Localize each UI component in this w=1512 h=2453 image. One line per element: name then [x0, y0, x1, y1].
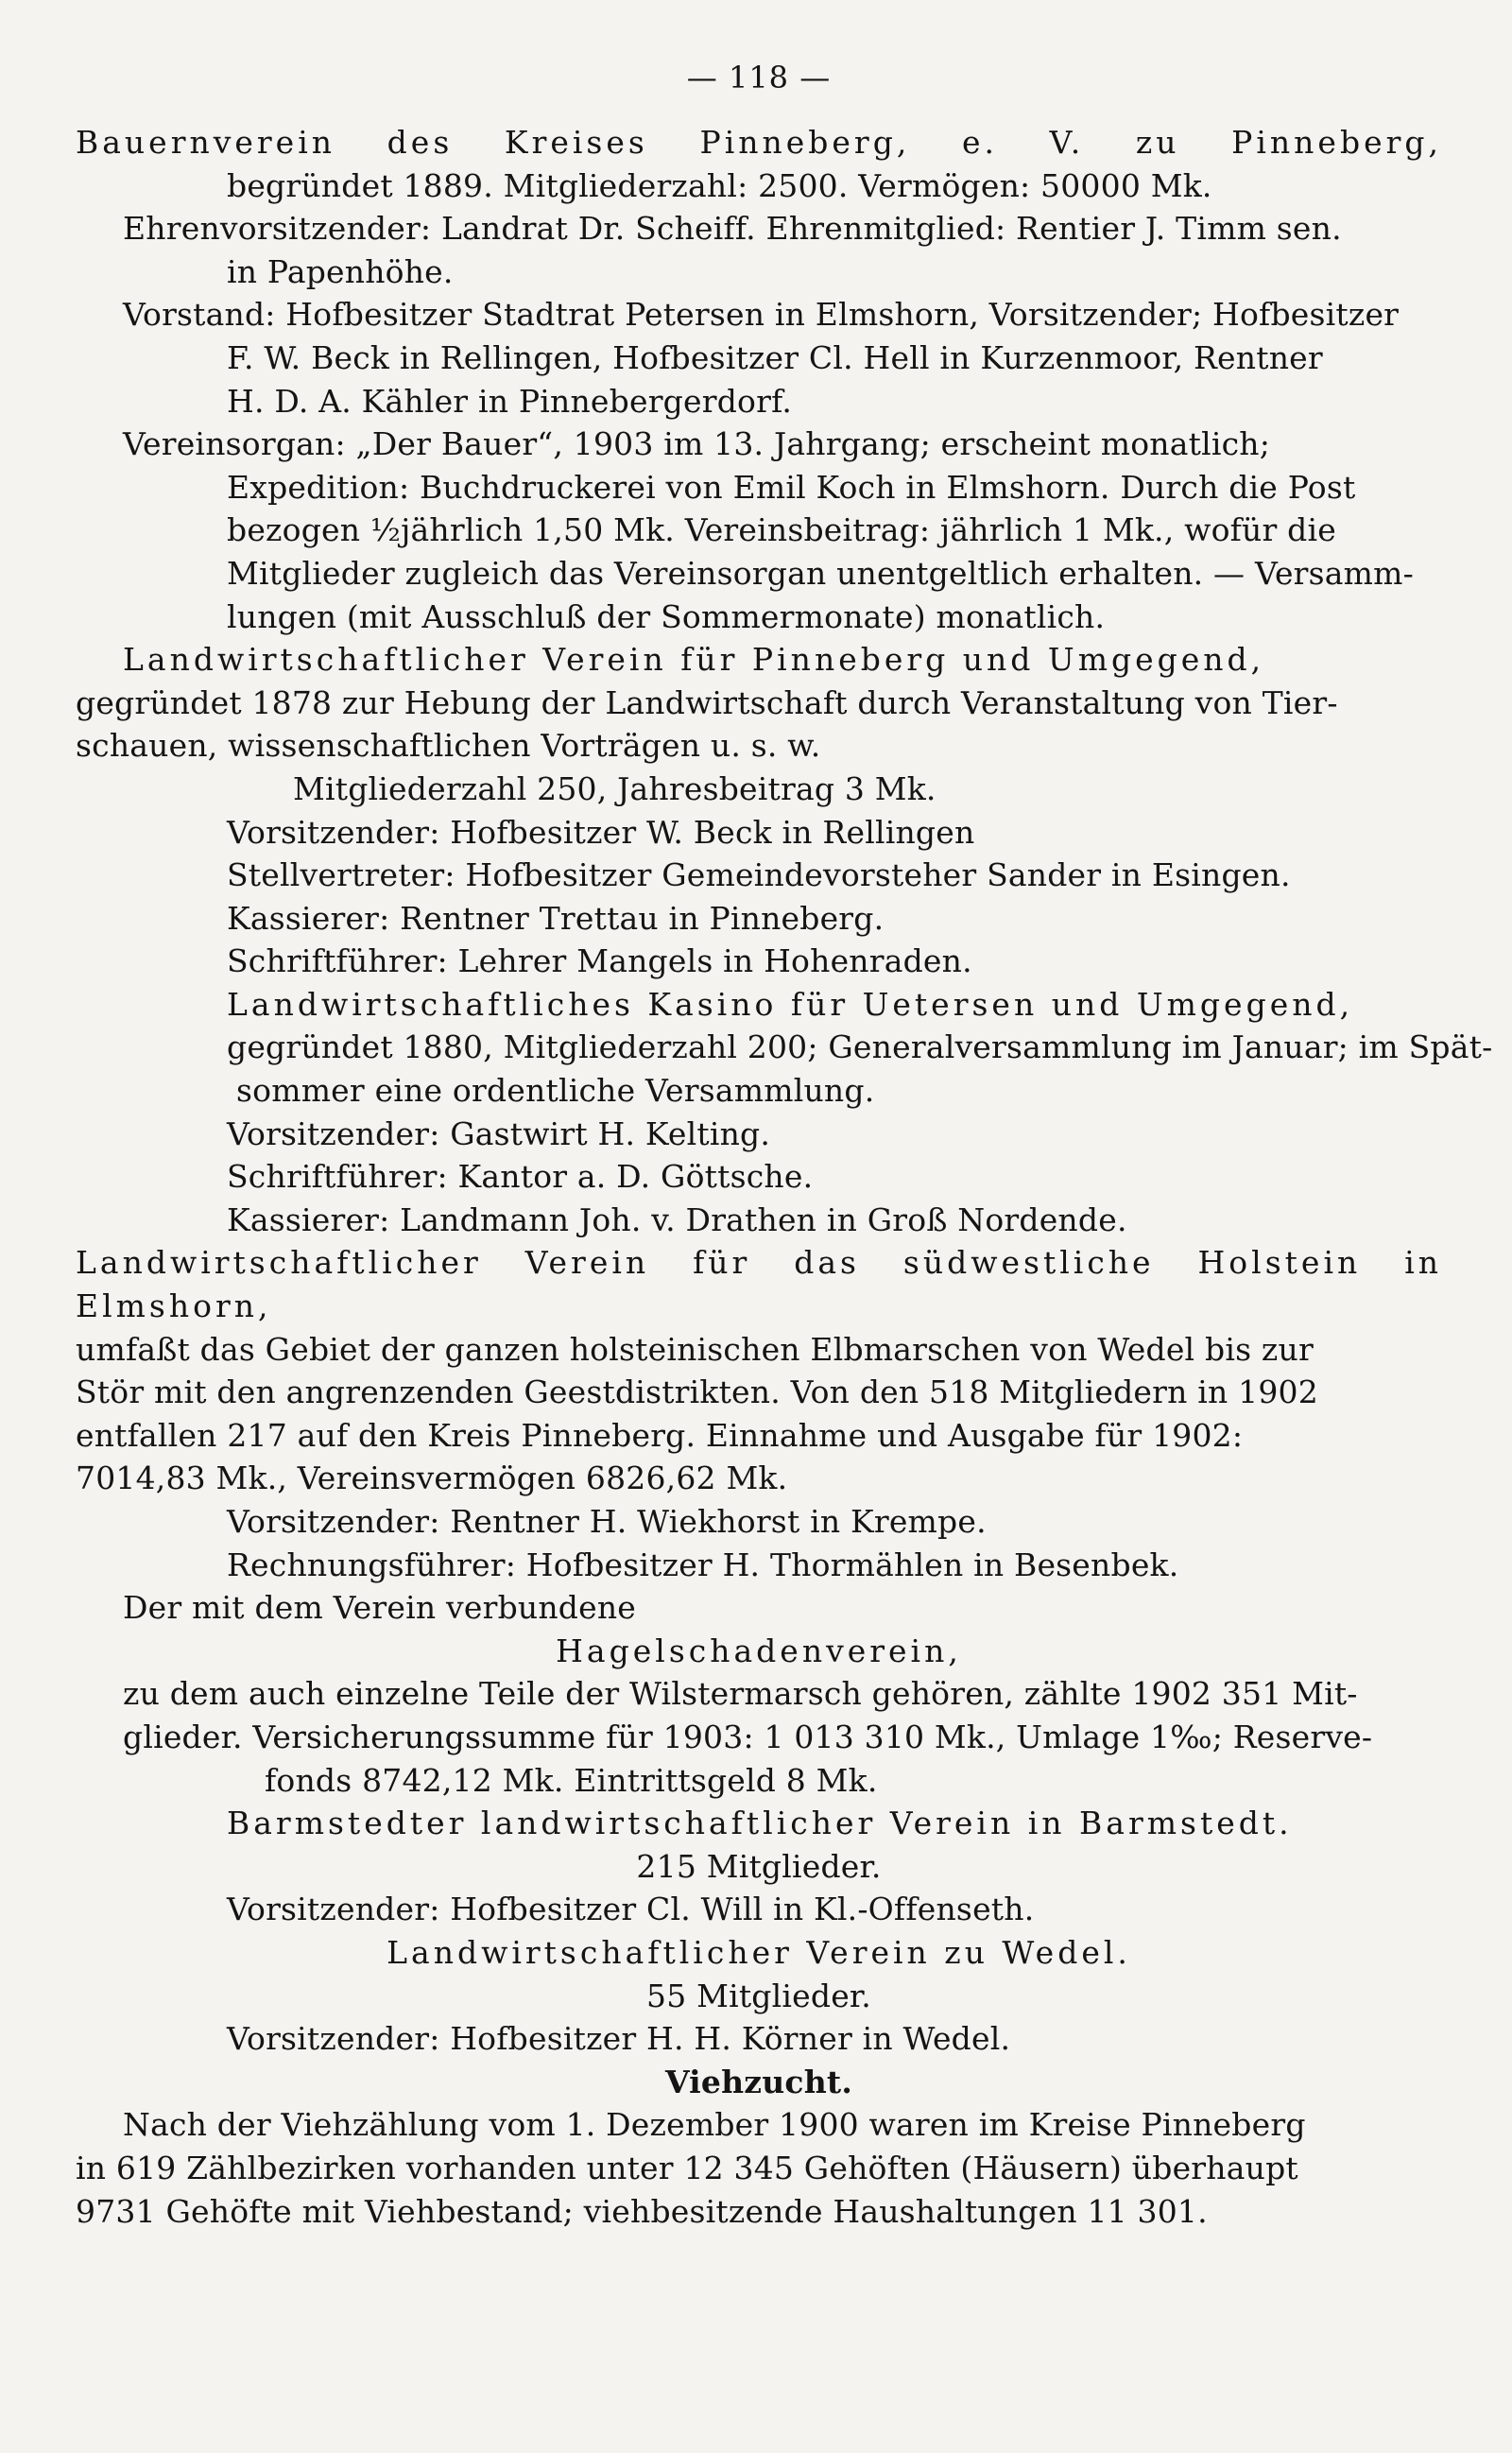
text-line: Kassierer: Rentner Trettau in Pinneberg.: [227, 899, 885, 937]
text-line: bezogen ½jährlich 1,50 Mk. Vereinsbeitrag: jährlich 1 Mk., wofür die: [227, 511, 1336, 549]
section-heading: Landwirtschaftlicher Verein für das südwestliche Holstein in Elmshorn,: [76, 1244, 1442, 1325]
text-line: zu dem auch einzelne Teile der Wilstermarsch gehören, zählte 1902 351 Mit-: [123, 1675, 1358, 1713]
text-line: glieder. Versicherungssumme für 1903: 1 013 310 Mk., Umlage 1‰; Reserve-: [123, 1718, 1373, 1755]
section-1: [76, 638, 1442, 983]
text-line: Ehrenvorsitzender: Landrat Dr. Scheiff. Ehrenmitglied: Rentier J. Timm sen.: [123, 210, 1342, 248]
text-line: Nach der Viehzählung vom 1. Dezember 1900 waren im Kreise Pinneberg: [123, 2106, 1306, 2144]
text-line: umfaßt das Gebiet der ganzen holsteinischen Elbmarschen von Wedel bis zur: [76, 1330, 1314, 1368]
text-line: Schriftführer: Kantor a. D. Göttsche.: [227, 1158, 814, 1196]
text-line: Schriftführer: Lehrer Mangels in Hohenraden.: [227, 942, 972, 980]
section-0: [76, 121, 1442, 638]
text-line: F. W. Beck in Rellingen, Hofbesitzer Cl. Hell in Kurzenmoor, Rentner: [227, 338, 1323, 376]
text-line: Der mit dem Verein verbundene: [123, 1589, 637, 1627]
text-line: gegründet 1880, Mitgliederzahl 200; Generalversammlung im Januar; im Spät-: [227, 1028, 1493, 1066]
text-line: 9731 Gehöfte mit Viehbestand; viehbesitzende Haushaltungen 11 301.: [76, 2192, 1208, 2230]
text-line: gegründet 1878 zur Hebung der Landwirtschaft durch Veranstaltung von Tier-: [76, 683, 1338, 721]
page-content: [76, 121, 1493, 2233]
text-line: entfallen 217 auf den Kreis Pinneberg. Einnahme und Ausgabe für 1902:: [76, 1416, 1244, 1454]
text-line: Vorsitzender: Gastwirt H. Kelting.: [227, 1114, 771, 1152]
text-line: Vereinsorgan: „Der Bauer“, 1903 im 13. Jahrgang; erscheint monatlich;: [123, 425, 1271, 463]
text-line: Vorstand: Hofbesitzer Stadtrat Petersen in Elmshorn, Vorsitzender; Hofbesitzer: [123, 296, 1400, 334]
text-line: begründet 1889. Mitgliederzahl: 2500. Vermögen: 50000 Mk.: [227, 166, 1212, 204]
text-line: schauen, wissenschaftlichen Vorträgen u. s. w.: [76, 727, 821, 765]
text-line: sommer eine ordentliche Versammlung.: [236, 1072, 875, 1110]
section-heading: Barmstedter landwirtschaftlicher Verein in Barmstedt.: [227, 1805, 1293, 1842]
text-line: 7014,83 Mk., Vereinsvermögen 6826,62 Mk.: [76, 1460, 788, 1497]
text-line: 215 Mitglieder.: [636, 1847, 882, 1885]
text-line: lungen (mit Ausschluß der Sommermonate) monatlich.: [227, 597, 1106, 635]
text-line: H. D. A. Kähler in Pinnebergerdorf.: [227, 382, 793, 420]
text-line: Stellvertreter: Hofbesitzer Gemeindevorsteher Sander in Esingen.: [227, 856, 1291, 894]
section-4: [76, 1630, 1442, 1802]
section-heading: Viehzucht.: [664, 2063, 853, 2100]
section-heading: Hagelschadenverein,: [556, 1632, 962, 1669]
text-line: 55 Mitglieder.: [646, 1977, 871, 2014]
section-5: [76, 1802, 1442, 1931]
text-line: Mitgliederzahl 250, Jahresbeitrag 3 Mk.: [293, 769, 936, 807]
text-line: Vorsitzender: Hofbesitzer W. Beck in Rellingen: [227, 813, 975, 851]
text-line: Mitglieder zugleich das Vereinsorgan unentgeltlich erhalten. — Versamm-: [227, 554, 1415, 592]
text-line: Expedition: Buchdruckerei von Emil Koch in Elmshorn. Durch die Post: [227, 468, 1356, 506]
text-line: Rechnungsführer: Hofbesitzer H. Thormählen in Besenbek.: [227, 1546, 1179, 1583]
text-line: in Papenhöhe.: [227, 252, 454, 290]
text-line: Vorsitzender: Hofbesitzer H. H. Körner in Wedel.: [227, 2020, 1011, 2058]
text-line: Vorsitzender: Hofbesitzer Cl. Will in Kl.-Offenseth.: [227, 1891, 1035, 1928]
text-line: fonds 8742,12 Mk. Eintrittsgeld 8 Mk.: [265, 1761, 878, 1799]
text-line: Stör mit den angrenzenden Geestdistrikten. Von den 518 Mitgliedern in 1902: [76, 1373, 1318, 1411]
section-heading: Landwirtschaftlicher Verein für Pinneberg und Umgegend,: [123, 641, 1265, 679]
section-6: [76, 1931, 1442, 2061]
text-line: Kassierer: Landmann Joh. v. Drathen in Groß Nordende.: [227, 1201, 1127, 1238]
text-line: in 619 Zählbezirken vorhanden unter 12 345 Gehöften (Häusern) überhaupt: [76, 2149, 1298, 2186]
section-heading: Landwirtschaftlicher Verein zu Wedel.: [387, 1933, 1131, 1971]
section-heading: Landwirtschaftliches Kasino für Uetersen und Umgegend,: [227, 985, 1354, 1023]
section-3: [76, 1241, 1442, 1629]
text-line: Vorsitzender: Rentner H. Wiekhorst in Krempe.: [227, 1503, 987, 1540]
section-2: [76, 983, 1493, 1242]
section-7: [76, 2061, 1442, 2233]
section-heading: Bauernverein des Kreises Pinneberg, e. V. zu Pinneberg,: [76, 124, 1442, 161]
page-number: — 118 —: [686, 60, 832, 95]
